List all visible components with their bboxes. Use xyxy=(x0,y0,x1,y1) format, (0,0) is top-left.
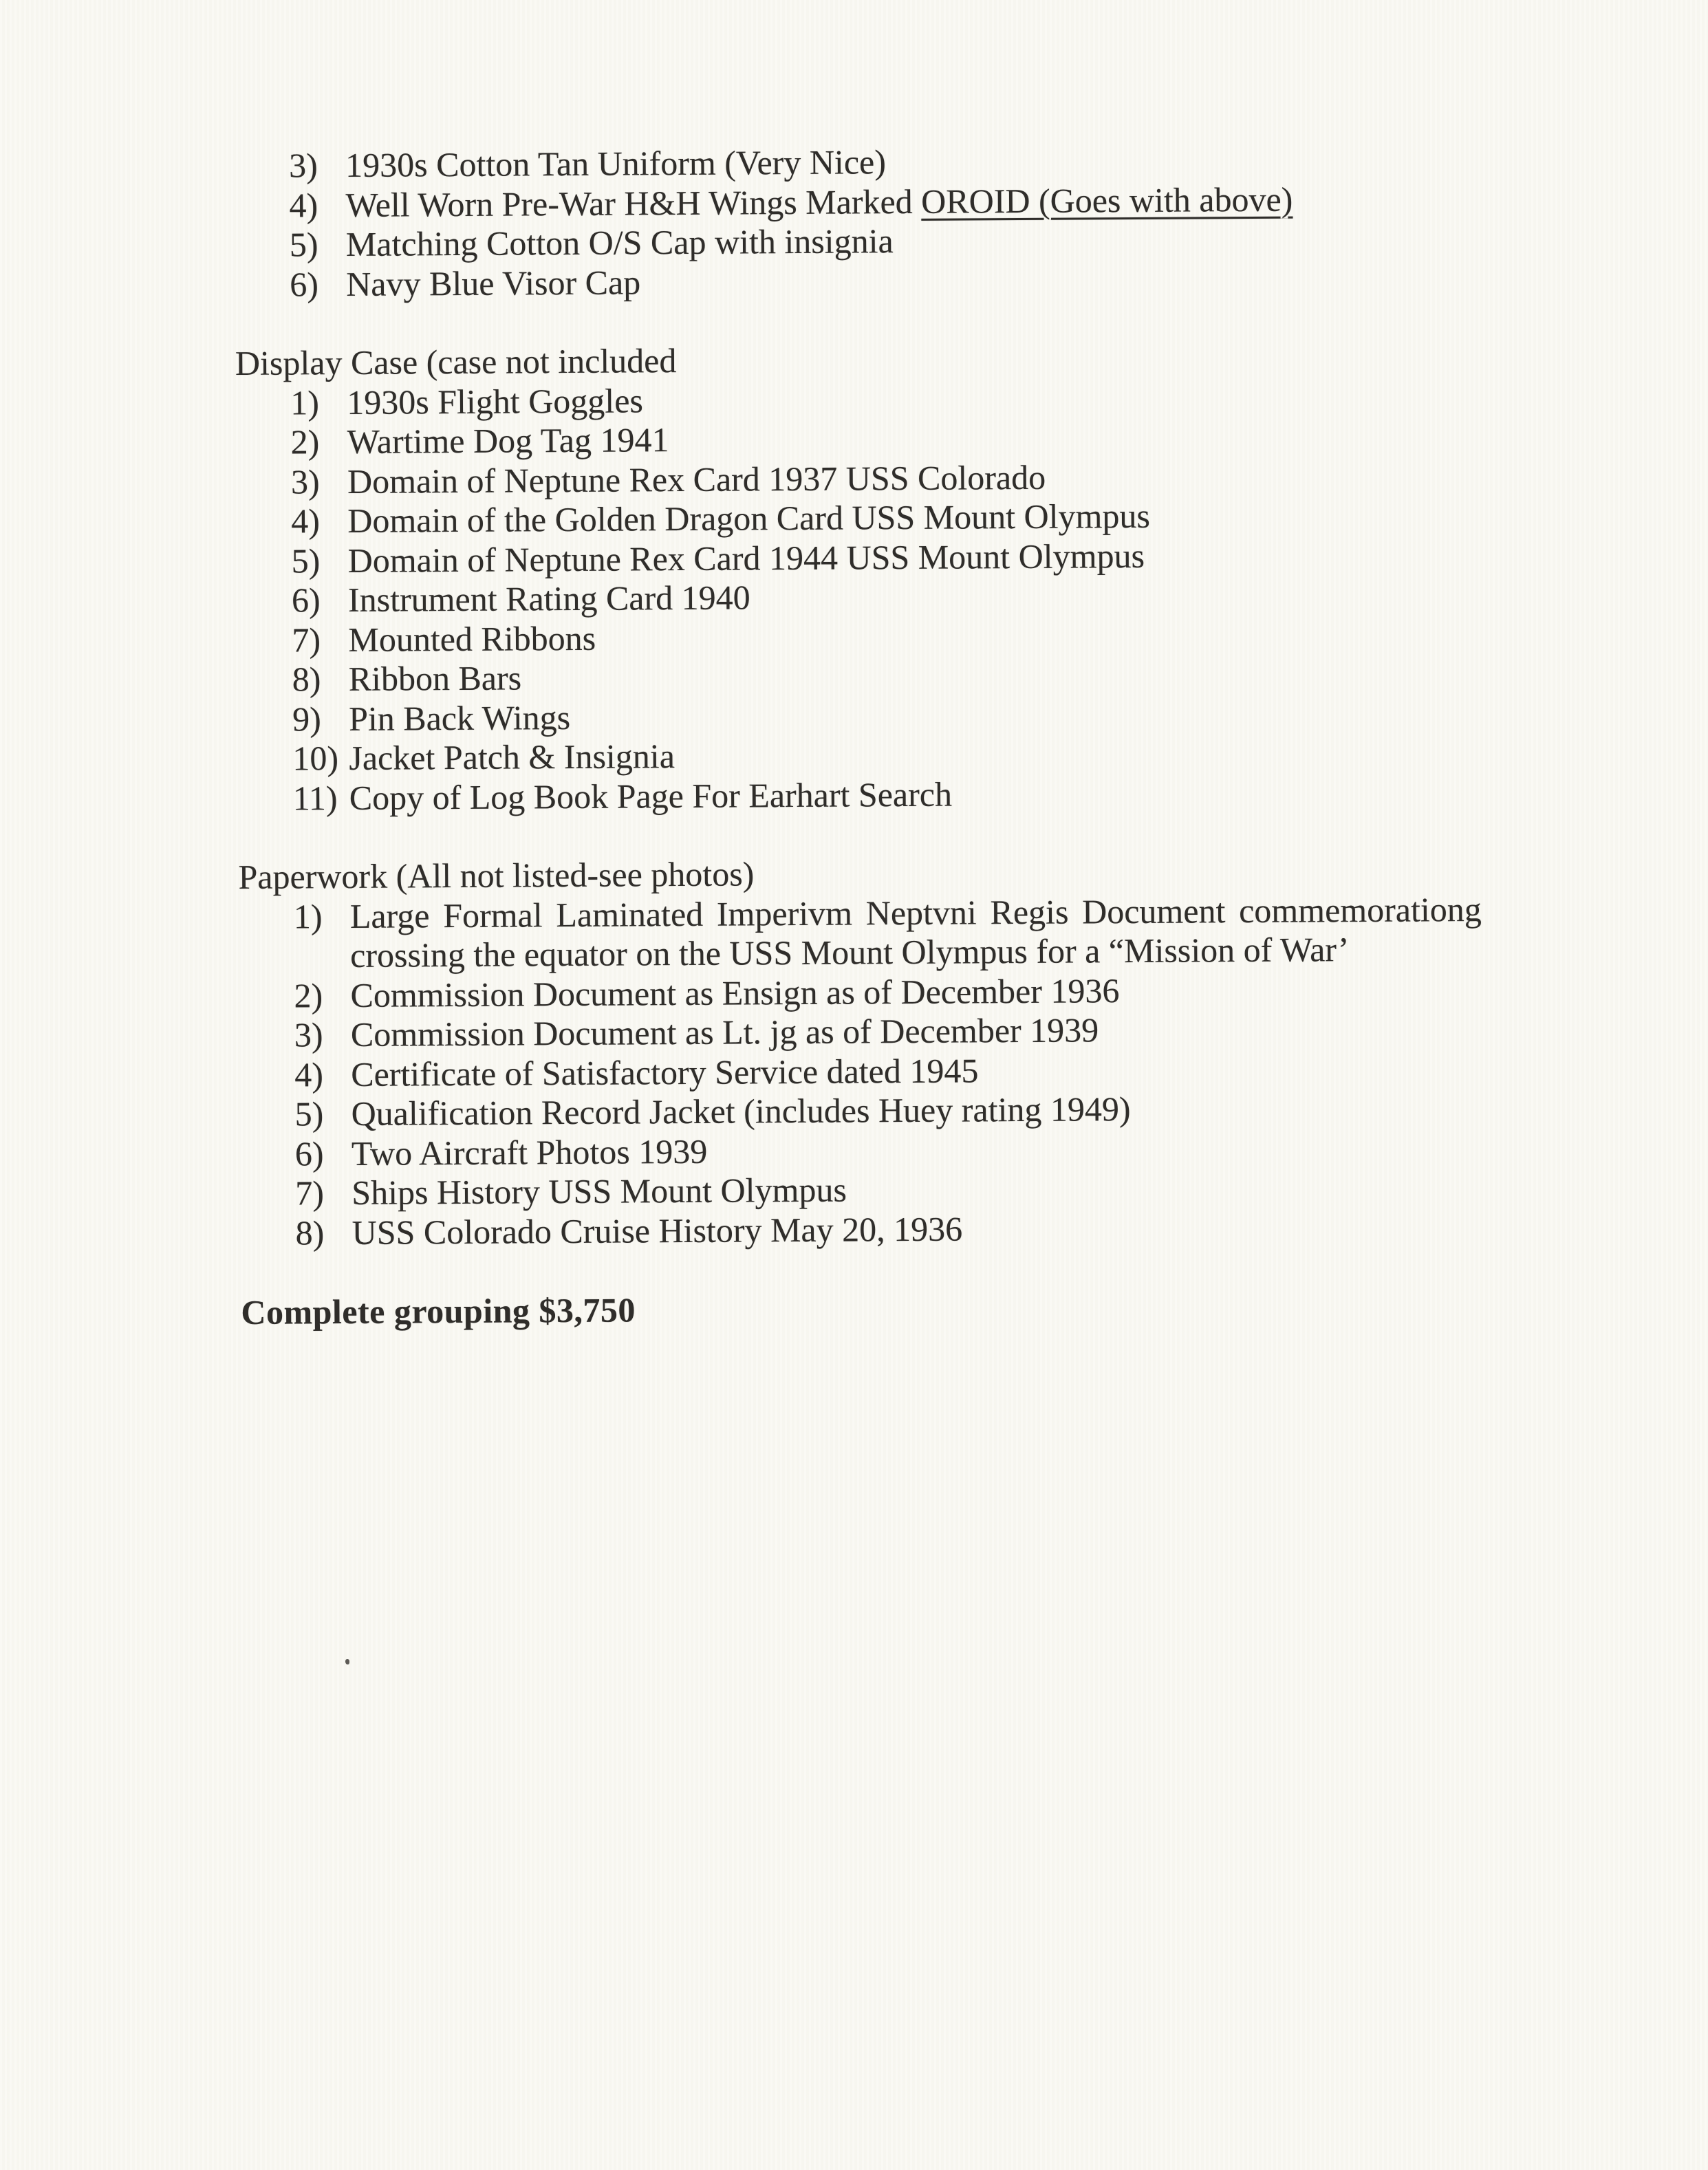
item-number: 6) xyxy=(291,581,321,620)
item-number: 2) xyxy=(294,975,323,1015)
item-text: USS Colorado Cruise History May 20, 1936 xyxy=(352,1209,963,1252)
item-number: 5) xyxy=(294,1094,324,1133)
item-number: 8) xyxy=(295,1213,325,1252)
item-text: 1930s Cotton Tan Uniform (Very Nice) xyxy=(345,142,887,185)
item-number: 7) xyxy=(292,620,321,659)
item-number: 3) xyxy=(294,1015,323,1054)
item-text: Two Aircraft Photos 1939 xyxy=(351,1131,708,1173)
item-number: 1) xyxy=(290,382,320,422)
display-case-list xyxy=(235,376,1545,818)
item-text xyxy=(345,180,1293,225)
uniform-items-list xyxy=(234,138,1542,305)
item-text: Jacket Patch & Insignia xyxy=(349,737,675,777)
item-number: 4) xyxy=(294,1054,324,1094)
price-line: Complete grouping $3,750 xyxy=(241,1290,636,1332)
list-item xyxy=(294,889,1546,976)
item-text: Domain of the Golden Dragon Card USS Mount Olympus xyxy=(347,496,1151,540)
item-text: Qualification Record Jacket (includes Huey rating 1949) xyxy=(351,1089,1131,1133)
list-item xyxy=(293,771,1545,818)
item-number: 1) xyxy=(293,896,323,935)
item-text-underlined: OROID (Goes with above) xyxy=(921,180,1293,221)
item-text: Navy Blue Visor Cap xyxy=(346,262,641,303)
item-text: Wartime Dog Tag 1941 xyxy=(347,420,669,462)
item-number: 4) xyxy=(289,185,318,225)
item-number: 4) xyxy=(291,501,321,541)
item-text: Instrument Rating Card 1940 xyxy=(347,578,750,619)
item-number: 2) xyxy=(290,422,320,462)
ink-speck xyxy=(345,1659,349,1664)
item-text: Commission Document as Ensign as of December 1936 xyxy=(350,970,1120,1015)
item-text: Commission Document as Lt. jg as of December 1939 xyxy=(350,1010,1099,1054)
item-text: Matching Cotton O/S Cap with insignia xyxy=(345,221,894,264)
item-text: Domain of Neptune Rex Card 1944 USS Mount Olympus xyxy=(347,536,1145,580)
item-text: Domain of Neptune Rex Card 1937 USS Colorado xyxy=(347,457,1046,501)
item-text: Copy of Log Book Page For Earhart Search xyxy=(349,774,953,817)
item-number: 3) xyxy=(290,462,320,501)
list-item xyxy=(295,1206,1547,1253)
item-number: 5) xyxy=(291,541,321,580)
item-text: 1930s Flight Goggles xyxy=(347,380,644,422)
item-text: Large Formal Laminated Imperivm Neptvni Regis Document commemorationg crossing the equator on the USS Mount Olympus for a “Mission of War’ xyxy=(349,889,1482,975)
display-case-header: Display Case (case not included xyxy=(235,341,677,382)
paperwork-list xyxy=(239,889,1548,1253)
item-number: 3) xyxy=(288,146,318,185)
list-item xyxy=(290,257,1542,305)
item-number: 10) xyxy=(292,739,339,778)
paperwork-header: Paperwork (All not listed-see photos) xyxy=(238,854,755,896)
item-number: 6) xyxy=(294,1133,324,1173)
item-text-plain: Well Worn Pre-War H&H Wings Marked xyxy=(345,182,922,224)
item-number: 9) xyxy=(292,699,321,738)
item-number: 6) xyxy=(290,264,319,304)
item-text: Pin Back Wings xyxy=(348,697,571,738)
item-number: 5) xyxy=(289,225,318,264)
item-text: Mounted Ribbons xyxy=(348,618,596,659)
item-text: Certificate of Satisfactory Service dated 1945 xyxy=(351,1050,979,1094)
item-number: 11) xyxy=(292,778,338,817)
item-number: 7) xyxy=(295,1173,325,1213)
document-text-block xyxy=(234,138,1548,1332)
item-number: 8) xyxy=(292,660,321,699)
item-text: Ships History USS Mount Olympus xyxy=(352,1170,847,1212)
item-text: Ribbon Bars xyxy=(348,658,522,698)
